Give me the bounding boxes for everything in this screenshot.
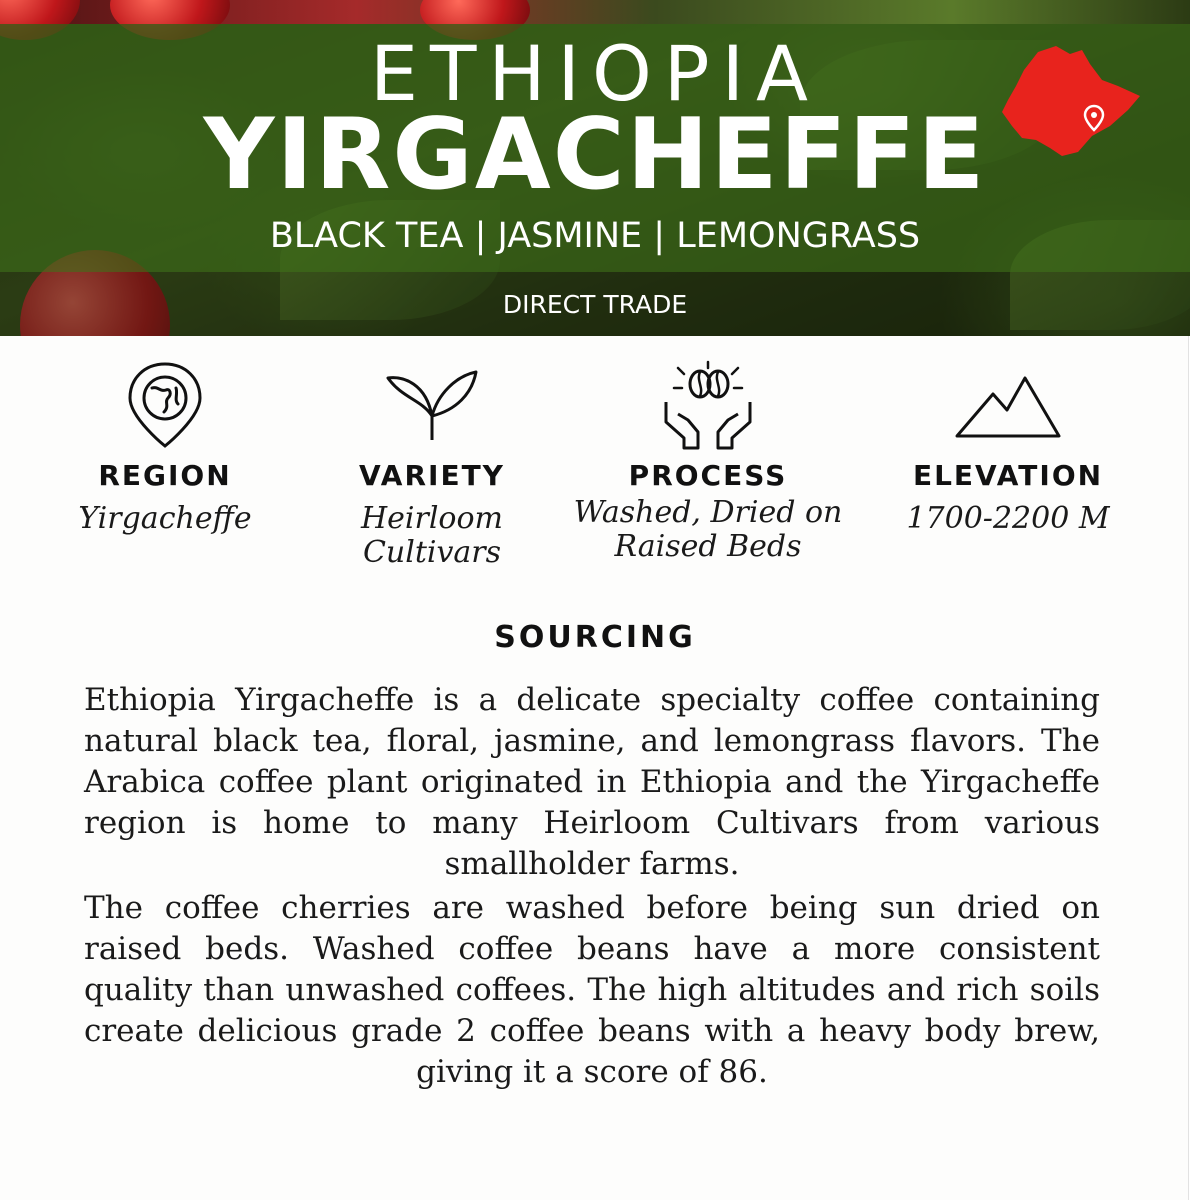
hero-banner [0, 0, 1190, 336]
ethiopia-map-icon [998, 40, 1142, 158]
sourcing-paragraph: The coffee cherries are washed before being sun dried on raised beds. Washed coffee beans have a more consistent quality than unwashed coffees. The high altitudes and rich soils create delicious grade 2 coffee beans with a heavy body brew, giving it a score of 86. [84, 890, 1100, 1090]
country-title: ETHIOPIA [369, 29, 821, 118]
region-value: Yirgacheffe [78, 501, 252, 536]
attribute-variety [292, 360, 572, 570]
hands-coffee-beans-icon [658, 360, 758, 450]
process-value-line-2: Raised Beds [614, 529, 802, 564]
attribute-process [568, 360, 848, 564]
direct-trade-label: DIRECT TRADE [502, 290, 688, 319]
process-value-line-1: Washed, Dried on [573, 495, 843, 530]
process-value [568, 496, 848, 564]
sourcing-paragraph: Ethiopia Yirgacheffe is a delicate specialty coffee containing natural black tea, floral, jasmine, and lemongrass flavors. The Arabica coffee plant originated in Ethiopia and the Yirgacheffe region is home to many Heirloom Cultivars from various smallholder farms. [84, 682, 1100, 882]
process-label: PROCESS [628, 459, 788, 492]
mountain-icon [953, 360, 1063, 450]
tasting-notes: BLACK TEA | JASMINE | LEMONGRASS [269, 216, 921, 256]
product-name: YIRGACHEFFE [203, 98, 987, 212]
region-pin-globe-icon [120, 360, 210, 450]
variety-label: VARIETY [359, 459, 505, 492]
region-label: REGION [98, 459, 232, 492]
sourcing-heading: SOURCING [494, 620, 696, 655]
elevation-value: 1700-2200 M [906, 501, 1110, 536]
attribute-elevation [868, 360, 1148, 536]
ethiopia-map-shape [1002, 46, 1140, 156]
elevation-label: ELEVATION [912, 459, 1104, 492]
attribute-region [25, 360, 305, 536]
leaf-sprout-icon [382, 360, 482, 450]
variety-value: Heirloom Cultivars [360, 501, 504, 570]
attribute-row [0, 360, 1190, 570]
